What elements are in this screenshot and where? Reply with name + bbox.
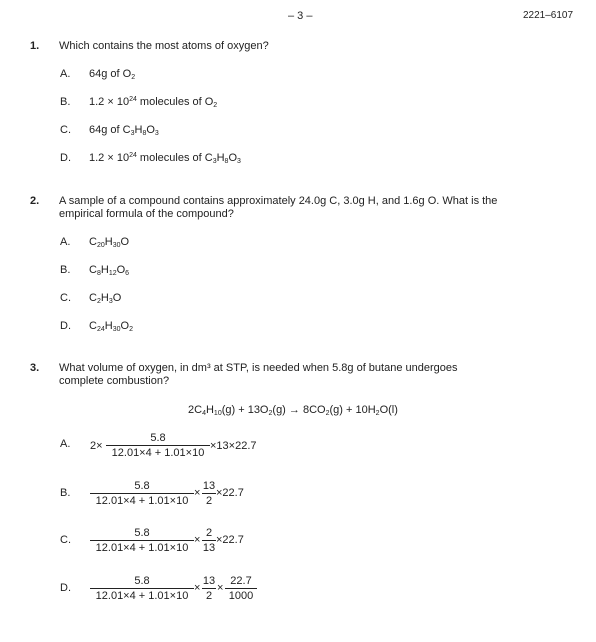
q3-option-b-fraction [90, 480, 194, 507]
ratio-denominator: 2 [202, 493, 216, 507]
q3-option-b-ratio [202, 480, 216, 507]
q2-option-d-text: $C_{24}H_{30}O_2$ [89, 320, 133, 333]
q3-option-d-times-1: × [194, 582, 201, 594]
q3-option-a-letter: A. [60, 438, 71, 450]
combustion-equation: $2C_4H_{10}(g) + 13O_2(g) \to 8CO_2(g) + 10H_2O(l)$ [188, 404, 398, 417]
q2-option-c-text: $C_2H_3O$ [89, 292, 122, 305]
question-3-number: 3. [30, 362, 40, 374]
molar-fraction-numerator: 5.8 [134, 575, 150, 587]
q3-option-b-suffix: ×22.7 [216, 487, 244, 499]
q1-option-c-letter: C. [60, 124, 71, 136]
q3-option-a-prefix: 2× [90, 440, 103, 452]
question-1-number: 1. [30, 40, 40, 52]
q3-option-d-times-2: × [217, 582, 224, 594]
molar-fraction-denominator: 12.01×4 + 1.01×10 [106, 445, 210, 459]
q2-option-a-letter: A. [60, 236, 71, 248]
question-2-stem-line-1: A sample of a compound contains approximately 24.0g C, 3.0g H, and 1.6g O. What is the [59, 195, 498, 207]
ratio-numerator: 13 [202, 575, 216, 587]
q3-option-c-ratio [202, 527, 216, 554]
q2-option-b-text: $C_8H_{12}O_6$ [89, 264, 130, 277]
q3-option-d-fraction [90, 575, 194, 602]
page-number: – 3 – [288, 10, 313, 22]
q2-option-b-letter: B. [60, 264, 71, 276]
molar-fraction-denominator: 12.01×4 + 1.01×10 [90, 540, 194, 554]
q3-option-d-ratio [202, 575, 216, 602]
q3-option-d-volume-ratio [225, 575, 257, 602]
question-1-stem: Which contains the most atoms of oxygen? [59, 40, 269, 52]
question-3-stem-line-2: complete combustion? [59, 375, 170, 387]
q3-option-c-letter: C. [60, 534, 71, 546]
volume-numerator: 22.7 [230, 575, 252, 587]
molar-fraction-denominator: 12.01×4 + 1.01×10 [90, 588, 194, 602]
q1-option-a-text: 64g of $O_2$ [89, 68, 136, 81]
q3-option-c-suffix: ×22.7 [216, 534, 244, 546]
molar-fraction-numerator: 5.8 [134, 480, 150, 492]
q3-option-b-letter: B. [60, 487, 71, 499]
molar-fraction-denominator: 12.01×4 + 1.01×10 [90, 493, 194, 507]
q3-option-d-letter: D. [60, 582, 71, 594]
q3-option-c-times: × [194, 534, 201, 546]
ratio-numerator: 13 [202, 480, 216, 492]
q3-option-c-fraction [90, 527, 194, 554]
molar-fraction-numerator: 5.8 [134, 527, 150, 539]
ratio-denominator: 13 [202, 542, 216, 554]
q1-option-a-letter: A. [60, 68, 71, 80]
volume-denominator: 1000 [225, 588, 257, 602]
q3-option-b-times: × [194, 487, 201, 499]
q1-option-b-letter: B. [60, 96, 71, 108]
ratio-numerator: 2 [205, 527, 213, 539]
q1-option-b-text: $1.2 \times 10^{24}$ molecules of $O_2$ [89, 96, 218, 109]
molar-fraction-numerator: 5.8 [150, 432, 166, 444]
q2-option-a-text: $C_{20}H_{30}O$ [89, 236, 130, 249]
document-code: 2221–6107 [523, 10, 574, 21]
q1-option-c-text: 64g of $C_3H_8O_3$ [89, 124, 159, 137]
q3-option-a-fraction [106, 432, 210, 459]
question-3-stem-line-1: What volume of oxygen, in dm³ at STP, is needed when 5.8g of butane undergoes [59, 362, 458, 374]
q1-option-d-text: $1.2 \times 10^{24}$ molecules of $C_3H_8O_3$ [89, 152, 241, 165]
question-2-stem-line-2: empirical formula of the compound? [59, 208, 234, 220]
q3-option-a-suffix: ×13×22.7 [210, 440, 257, 452]
q2-option-d-letter: D. [60, 320, 71, 332]
question-2-number: 2. [30, 195, 40, 207]
q2-option-c-letter: C. [60, 292, 71, 304]
q1-option-d-letter: D. [60, 152, 71, 164]
ratio-denominator: 2 [202, 588, 216, 602]
